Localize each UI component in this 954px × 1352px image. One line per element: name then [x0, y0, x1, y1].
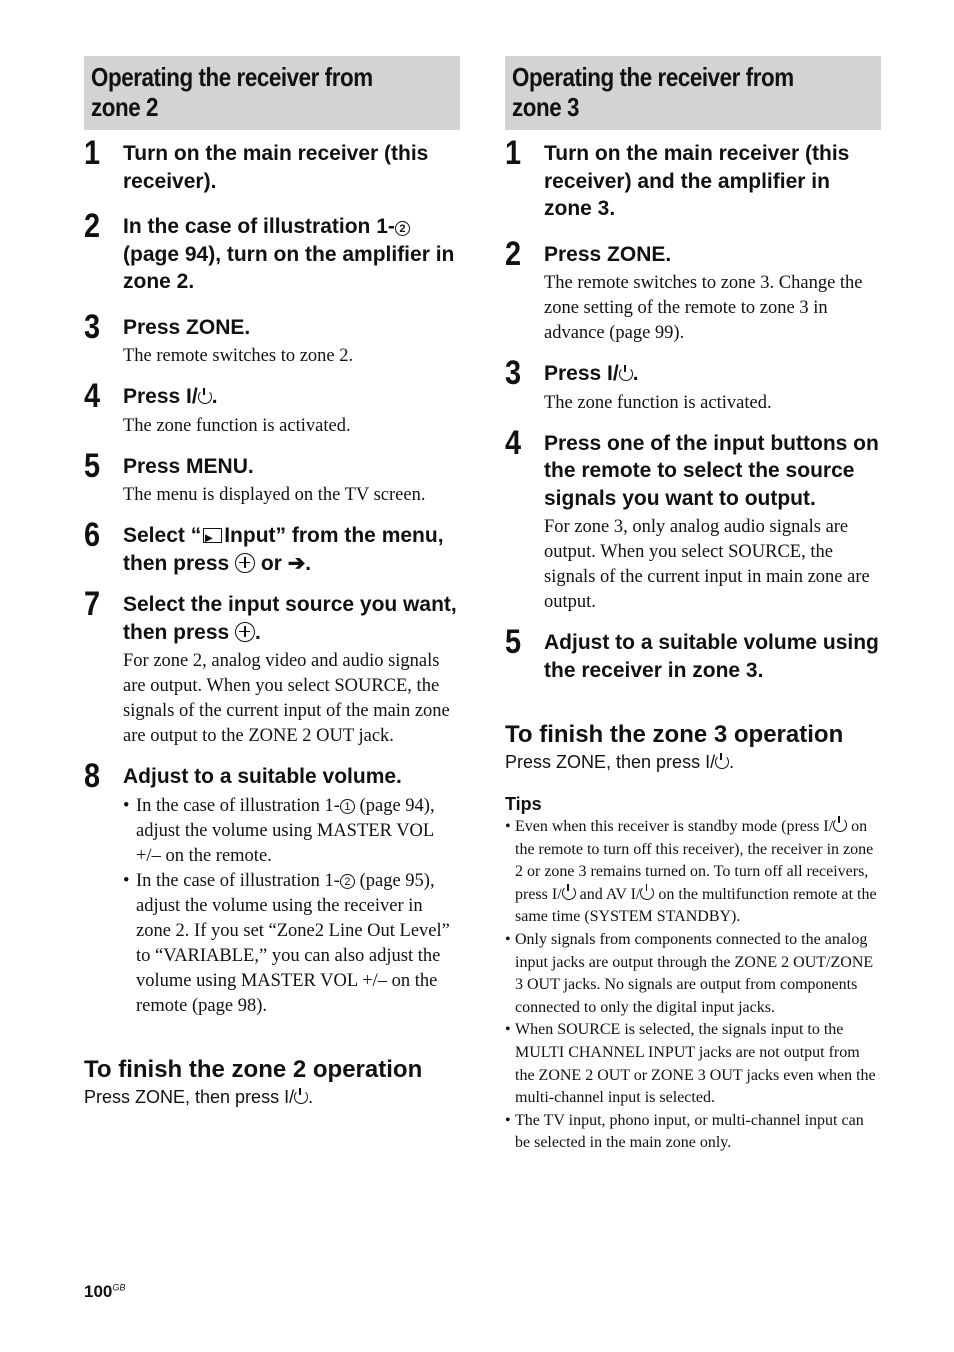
- zone3-step-2: 2 Press ZONE. The remote switches to zone 3. Change the zone setting of the remote to zone 3 in advance (page 99).: [505, 234, 863, 343]
- zone3-heading: Operating the receiver from zone 3: [505, 56, 881, 130]
- zone2-finish-title: To finish the zone 2 operation: [84, 1055, 423, 1083]
- enter-icon: [235, 553, 255, 573]
- zone2-step-2: 2 In the case of illustration 1- 2 (page 94), turn on the amplifier in zone 2.: [84, 207, 455, 293]
- power-icon: [562, 886, 576, 900]
- input-icon: [203, 528, 222, 543]
- zone3-step-4: 4 Press one of the input buttons on the remote to select the source signals you want to output. For zone 3, only analog audio signals are output. When you select SOURCE, the signals of the current input in main zone are output.: [505, 423, 879, 612]
- zone2-heading: Operating the receiver from zone 2: [84, 56, 460, 130]
- page-number: $100^{GB}$: [84, 1282, 126, 1301]
- zone3-finish-title: To finish the zone 3 operation: [505, 721, 844, 748]
- circled-number-icon: 2: [395, 221, 410, 236]
- power-icon: [640, 886, 654, 900]
- zone2-finish-text: Press ZONE, then press I/ .: [84, 1086, 314, 1107]
- zone3-step-1: 1 Turn on the main receiver (this receiver) and the amplifier in zone 3.: [505, 134, 850, 220]
- list-item: • In the case of illustration 1- 1 (page 94), adjust the volume using MASTER VOL +/– on the remote.: [123, 794, 460, 869]
- zone2-step-6: 6 Select “▸ Input” from the menu, then press or ➔.: [84, 522, 460, 577]
- enter-icon: [235, 622, 255, 642]
- zone2-step-1: 1 Turn on the main receiver (this receiver).: [84, 134, 429, 193]
- power-icon: [619, 367, 633, 381]
- tip-item: • Only signals from components connected to the analog input jacks are output through the ZONE 2 OUT/ZONE 3 OUT jacks. No signals are output from components connected to only the digital input jacks.: [505, 929, 881, 1019]
- zone2-step-7: 7 Select the input source you want, then press . For zone 2, analog video and audio signals are output. When you select SOURCE, the signals of the current input of the main zone are output to the ZONE 2 OUT jack.: [84, 585, 457, 746]
- circled-number-icon: 1: [340, 799, 355, 814]
- power-icon: [833, 818, 847, 832]
- zone2-step-5: 5 Press MENU. The menu is displayed on the TV screen.: [84, 446, 426, 505]
- power-icon: [715, 755, 729, 769]
- zone2-step-4: 4 Press I/ . The zone function is activated.: [84, 377, 351, 436]
- zone2-column: [84, 56, 460, 1109]
- list-item: • In the case of illustration 1- 2 (page 95), adjust the volume using the receiver in zone 2. If you set “Zone2 Line Out Level” to “VARIABLE,” you can also adjust the volume using MASTER VOL +/– on the remote (page 98).: [123, 869, 460, 1019]
- circled-number-icon: 2: [340, 874, 355, 889]
- power-icon: [198, 390, 212, 404]
- zone3-step-5: 5 Adjust to a suitable volume using the receiver in zone 3.: [505, 623, 879, 682]
- zone3-column: [505, 56, 881, 1155]
- tip-item: • When SOURCE is selected, the signals input to the MULTI CHANNEL INPUT jacks are not output from the ZONE 2 OUT or ZONE 3 OUT jacks even when the multi-channel input is selected.: [505, 1019, 881, 1109]
- zone2-step-3: 3 Press ZONE. The remote switches to zone 2.: [84, 307, 354, 366]
- tips-heading: Tips: [505, 794, 542, 814]
- power-icon: [294, 1090, 308, 1104]
- zone2-step-8: 8 Adjust to a suitable volume. • In the case of illustration 1- 1 (page 94), adjust the volume using MASTER VOL +/– on the remote. • In the case of illustration 1- 2 (page 95), adjust the volume using the receiver in zone 2. If you set “Zone2 Line Out Level” to “VARIABLE,” you can also adjust the volume using MASTER VOL +/– on the remote (page 98).: [84, 763, 460, 1019]
- tip-item: • Even when this receiver is standby mode (press I/ on the remote to turn off this receiver), the receiver in zone 2 or zone 3 remains turned on. To turn off all receivers, press I/ and AV I/ on the multifunction remote at the same time (SYSTEM STANDBY).: [505, 816, 881, 929]
- zone3-step-3: 3 Press I/ . The zone function is activated.: [505, 354, 772, 413]
- tip-item: • The TV input, phono input, or multi-channel input can be selected in the main zone only.: [505, 1110, 881, 1155]
- zone3-finish-text: Press ZONE, then press I/ .: [505, 752, 735, 772]
